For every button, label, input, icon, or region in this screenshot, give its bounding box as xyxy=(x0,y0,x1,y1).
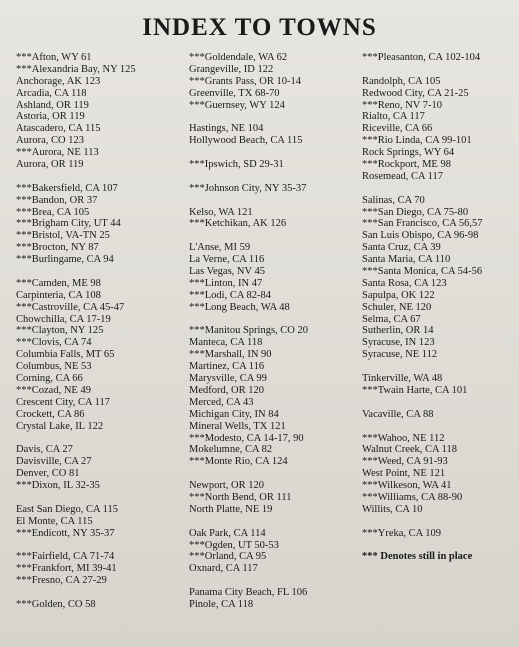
town-entry: ***Clovis, CA 74 xyxy=(16,337,92,349)
town-entry: Greenville, TX 68-70 xyxy=(189,87,280,99)
town-entry: ***Rio Linda, CA 99-101 xyxy=(362,135,472,147)
entry-spacer xyxy=(16,492,188,504)
town-entry: ***Marshall, IN 90 xyxy=(189,349,272,361)
entry-spacer xyxy=(16,266,188,278)
entry-spacer xyxy=(189,147,365,159)
town-entry: ***Bandon, OR 37 xyxy=(16,194,98,206)
entry-spacer xyxy=(362,421,519,433)
town-entry: Rock Springs, WY 64 xyxy=(362,147,455,159)
town-entry: ***Endicott, NY 35-37 xyxy=(16,527,115,539)
town-entry: Oxnard, CA 117 xyxy=(189,563,258,575)
entry-spacer xyxy=(189,314,365,326)
town-entry: ***Wahoo, NE 112 xyxy=(362,432,445,444)
town-entry: Tinkerville, WA 48 xyxy=(362,373,443,385)
town-entry: ***Golden, CO 58 xyxy=(16,598,96,610)
town-entry: ***Guernsey, WY 124 xyxy=(189,99,285,111)
entry-spacer xyxy=(16,171,188,183)
town-entry: Kelso, WA 121 xyxy=(189,206,253,218)
town-entry: ***Wilkeson, WA 41 xyxy=(362,480,452,492)
town-entry: ***Johnson City, NY 35-37 xyxy=(189,182,307,194)
town-entry: Merced, CA 43 xyxy=(189,396,254,408)
entry-spacer xyxy=(189,575,365,587)
town-entry: Santa Maria, CA 110 xyxy=(362,254,451,266)
town-entry: Sapulpa, OK 122 xyxy=(362,289,435,301)
town-entry: Mokelumne, CA 82 xyxy=(189,444,273,456)
town-entry: Willits, CA 10 xyxy=(362,503,423,515)
town-entry: ***Long Beach, WA 48 xyxy=(189,301,290,313)
town-entry: Aurora, OR 119 xyxy=(16,159,84,171)
town-entry: ***Ogden, UT 50-53 xyxy=(189,539,279,551)
town-entry: Hastings, NE 104 xyxy=(189,123,264,135)
town-entry: West Point, NE 121 xyxy=(362,468,446,480)
index-column-2 xyxy=(189,52,365,611)
index-column-3 xyxy=(362,52,519,563)
town-entry: ***Lodi, CA 82-84 xyxy=(189,289,271,301)
town-entry: ***Santa Monica, CA 54-56 xyxy=(362,266,483,278)
town-entry: ***Frankfort, MI 39-41 xyxy=(16,563,117,575)
town-entry: Manteca, CA 118 xyxy=(189,337,263,349)
town-entry: ***Fairfield, CA 71-74 xyxy=(16,551,115,563)
town-entry: Denver, CO 81 xyxy=(16,468,80,480)
town-entry: ***Camden, ME 98 xyxy=(16,277,101,289)
entry-spacer xyxy=(189,468,365,480)
town-entry: Anchorage, AK 123 xyxy=(16,75,101,87)
town-entry: ***Weed, CA 91-93 xyxy=(362,456,448,468)
entry-spacer xyxy=(362,361,519,373)
town-entry: ***Ipswich, SD 29-31 xyxy=(189,159,284,171)
entry-spacer xyxy=(362,540,519,552)
entry-spacer xyxy=(189,171,365,183)
entry-spacer xyxy=(16,433,188,445)
town-entry: ***Twain Harte, CA 101 xyxy=(362,384,468,396)
town-entry: Ashland, OR 119 xyxy=(16,99,89,111)
town-entry: ***Goldendale, WA 62 xyxy=(189,52,288,63)
town-entry: El Monte, CA 115 xyxy=(16,515,93,527)
town-entry: ***Bakersfield, CA 107 xyxy=(16,182,118,194)
town-entry: Santa Rosa, CA 123 xyxy=(362,277,447,289)
town-entry: Syracuse, IN 123 xyxy=(362,337,435,349)
town-entry: ***Afton, WY 61 xyxy=(16,52,92,63)
town-entry: ***Aurora, NE 113 xyxy=(16,147,99,159)
town-entry: Oak Park, CA 114 xyxy=(189,527,266,539)
town-entry: Pinole, CA 118 xyxy=(189,598,254,610)
entry-spacer xyxy=(189,111,365,123)
town-entry: ***Brea, CA 105 xyxy=(16,206,90,218)
town-entry: Randolph, CA 105 xyxy=(362,75,441,87)
town-entry: ***North Bend, OR 111 xyxy=(189,491,292,503)
town-entry: Santa Cruz, CA 39 xyxy=(362,242,441,254)
footnote: *** Denotes still in place xyxy=(362,551,473,563)
town-entry: ***Orland, CA 95 xyxy=(189,551,267,563)
town-entry: ***Alexandria Bay, NY 125 xyxy=(16,63,136,75)
town-entry: Walnut Creek, CA 118 xyxy=(362,444,458,456)
town-entry: ***Williams, CA 88-90 xyxy=(362,491,463,503)
town-entry: ***Modesto, CA 14-17, 90 xyxy=(189,432,304,444)
town-entry: Sutherlin, OR 14 xyxy=(362,325,434,337)
entry-spacer xyxy=(362,516,519,528)
town-entry: Michigan City, IN 84 xyxy=(189,408,279,420)
town-entry: Redwood City, CA 21-25 xyxy=(362,87,469,99)
town-entry: Carpinteria, CA 108 xyxy=(16,289,101,301)
town-entry: Davisville, CA 27 xyxy=(16,456,92,468)
town-entry: Grangeville, ID 122 xyxy=(189,63,274,75)
town-entry: Mineral Wells, TX 121 xyxy=(189,420,286,432)
town-entry: Davis, CA 27 xyxy=(16,444,73,456)
town-entry: ***Clayton, NY 125 xyxy=(16,325,104,337)
town-entry: Crockett, CA 86 xyxy=(16,408,85,420)
town-entry: ***Brocton, NY 87 xyxy=(16,242,99,254)
town-entry: Syracuse, NE 112 xyxy=(362,349,438,361)
town-entry: ***Yreka, CA 109 xyxy=(362,527,442,539)
town-entry: Crystal Lake, IL 122 xyxy=(16,420,104,432)
town-entry: Hollywood Beach, CA 115 xyxy=(189,135,303,147)
town-entry: Riceville, CA 66 xyxy=(362,123,433,135)
town-entry: ***San Francisco, CA 56,57 xyxy=(362,218,483,230)
entry-spacer xyxy=(189,516,365,528)
town-entry: ***Monte Rio, CA 124 xyxy=(189,456,288,468)
town-entry: Marysville, CA 99 xyxy=(189,373,267,385)
town-entry: Salinas, CA 70 xyxy=(362,194,425,206)
town-entry: ***Manitou Springs, CO 20 xyxy=(189,325,309,337)
town-entry: North Platte, NE 19 xyxy=(189,503,273,515)
town-entry: ***Cozad, NE 49 xyxy=(16,384,91,396)
town-entry: San Luis Obispo, CA 96-98 xyxy=(362,230,479,242)
town-entry: Schuler, NE 120 xyxy=(362,301,432,313)
town-entry: ***Bristol, VA-TN 25 xyxy=(16,230,110,242)
town-entry: L'Anse, MI 59 xyxy=(189,242,251,254)
town-entry: ***Castroville, CA 45-47 xyxy=(16,301,125,313)
town-entry: Medford, OR 120 xyxy=(189,384,264,396)
town-entry: Selma, CA 67 xyxy=(362,313,421,325)
town-entry: Arcadia, CA 118 xyxy=(16,87,87,99)
town-entry: East San Diego, CA 115 xyxy=(16,503,118,515)
entry-spacer xyxy=(16,540,188,552)
town-entry: Aurora, CO 123 xyxy=(16,135,84,147)
town-entry: ***Ketchikan, AK 126 xyxy=(189,218,287,230)
town-entry: La Verne, CA 116 xyxy=(189,254,265,266)
town-entry: Columbia Falls, MT 65 xyxy=(16,349,115,361)
town-entry: ***Reno, NV 7-10 xyxy=(362,99,443,111)
entry-spacer xyxy=(362,183,519,195)
town-entry: Rosemead, CA 117 xyxy=(362,170,443,182)
town-entry: ***Dixon, IL 32-35 xyxy=(16,480,100,492)
town-entry: ***San Diego, CA 75-80 xyxy=(362,206,469,218)
town-entry: ***Fresno, CA 27-29 xyxy=(16,575,107,587)
town-entry: Vacaville, CA 88 xyxy=(362,408,434,420)
town-entry: ***Brigham City, UT 44 xyxy=(16,218,121,230)
index-column-1 xyxy=(16,52,188,611)
town-entry: Astoria, OR 119 xyxy=(16,111,85,123)
town-entry: ***Pleasanton, CA 102-104 xyxy=(362,52,481,63)
town-entry: Crescent City, CA 117 xyxy=(16,396,111,408)
town-entry: Rialto, CA 117 xyxy=(362,111,425,123)
entry-spacer xyxy=(362,64,519,76)
entry-spacer xyxy=(362,397,519,409)
town-entry: Columbus, NE 53 xyxy=(16,361,92,373)
town-entry: ***Grants Pass, OR 10-14 xyxy=(189,75,301,87)
entry-spacer xyxy=(189,230,365,242)
page-title: INDEX TO TOWNS xyxy=(142,14,377,41)
entry-spacer xyxy=(189,195,365,207)
town-entry: Panama City Beach, FL 106 xyxy=(189,587,308,599)
town-entry: Las Vegas, NV 45 xyxy=(189,266,266,278)
town-entry: Corning, CA 66 xyxy=(16,373,83,385)
town-entry: Chowchilla, CA 17-19 xyxy=(16,313,111,325)
town-entry: ***Burlingame, CA 94 xyxy=(16,254,114,266)
entry-spacer xyxy=(16,587,188,599)
town-entry: Atascadero, CA 115 xyxy=(16,123,101,135)
town-entry: ***Linton, IN 47 xyxy=(189,277,263,289)
town-entry: ***Rockport, ME 98 xyxy=(362,159,451,171)
town-entry: Newport, OR 120 xyxy=(189,480,264,492)
town-entry: Martinez, CA 116 xyxy=(189,361,265,373)
